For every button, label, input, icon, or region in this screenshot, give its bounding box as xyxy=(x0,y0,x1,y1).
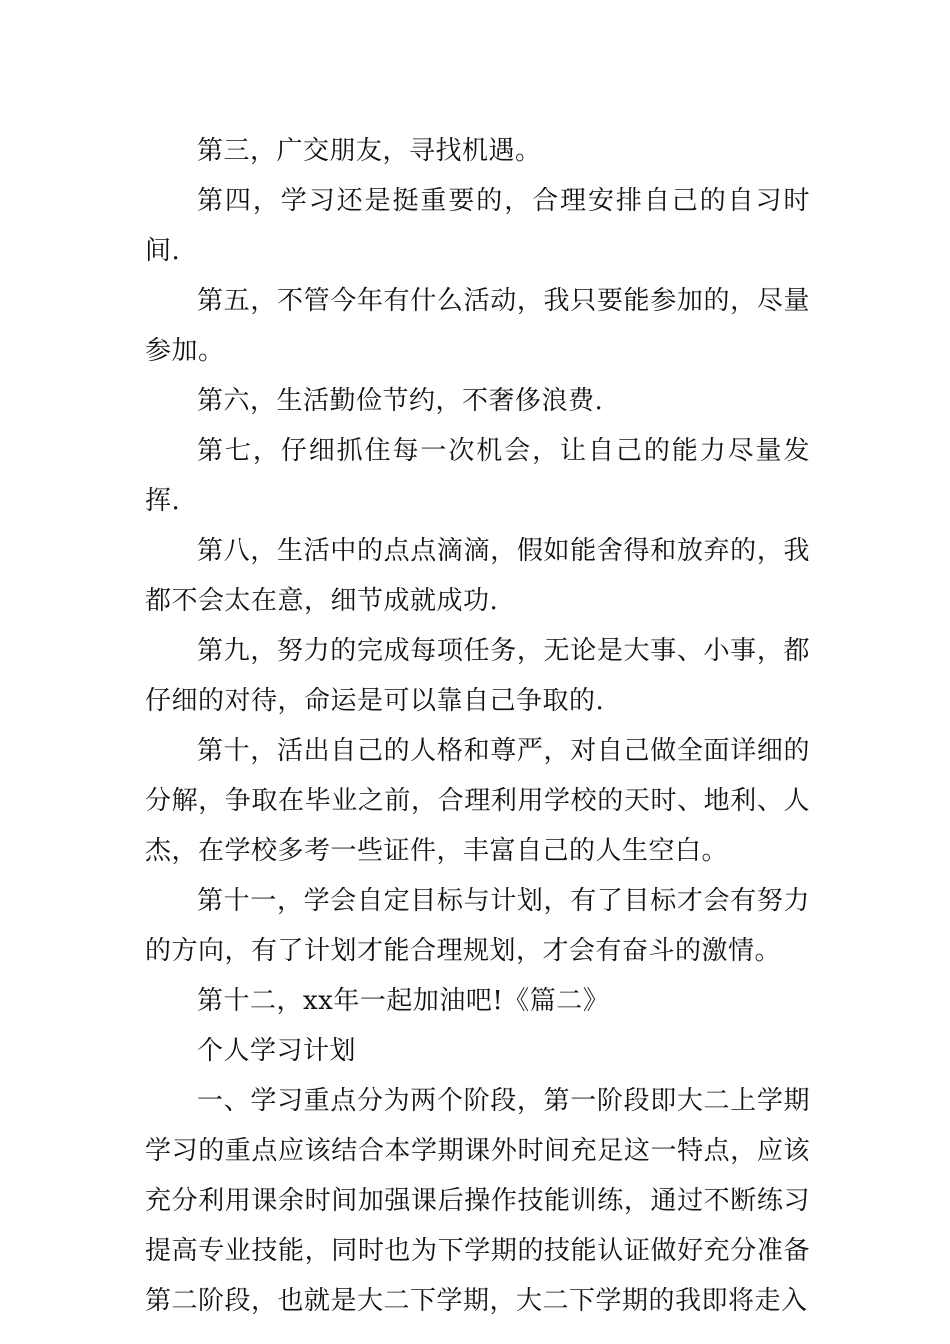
paragraph-item-7: 第七，仔细抓住每一次机会，让自己的能力尽量发挥. xyxy=(145,436,810,516)
paragraph-item-6: 第六，生活勤俭节约，不奢侈浪费. xyxy=(197,386,604,416)
paragraph-item-5: 第五，不管今年有什么活动，我只要能参加的，尽量参加。 xyxy=(145,286,810,366)
paragraph-item-10: 第十，活出自己的人格和尊严，对自己做全面详细的分解，争取在毕业之前，合理利用学校的天时、地利、人杰，在学校多考一些证件，丰富自己的人生空白。 xyxy=(145,736,810,866)
paragraph-study-plan-1: 一、学习重点分为两个阶段，第一阶段即大二上学期学习的重点应该结合本学期课外时间充足这一特点，应该充分利用课余时间加强课后操作技能训练，通过不断练习提高专业技能，同时也为下学期的技能认证做好充分准备第二阶段，也就是大二下学期，大二下学期的我即将走入 xyxy=(145,1086,810,1316)
paragraph-item-4: 第四，学习还是挺重要的，合理安排自己的自习时间. xyxy=(145,186,810,266)
paragraph-item-12: 第十二，xx年一起加油吧!《篇二》 xyxy=(197,986,610,1016)
paragraph-item-9: 第九，努力的完成每项任务，无论是大事、小事，都仔细的对待，命运是可以靠自己争取的. xyxy=(145,636,810,716)
paragraph-item-8: 第八，生活中的点点滴滴，假如能舍得和放弃的，我都不会太在意，细节成就成功. xyxy=(145,536,810,616)
paragraph-item-11: 第十一，学会自定目标与计划，有了目标才会有努力的方向，有了计划才能合理规划，才会有奋斗的激情。 xyxy=(145,886,810,966)
paragraph-item-3: 第三，广交朋友，寻找机遇。 xyxy=(197,136,542,166)
document-body xyxy=(145,126,810,1326)
section-heading: 个人学习计划 xyxy=(197,1036,357,1066)
